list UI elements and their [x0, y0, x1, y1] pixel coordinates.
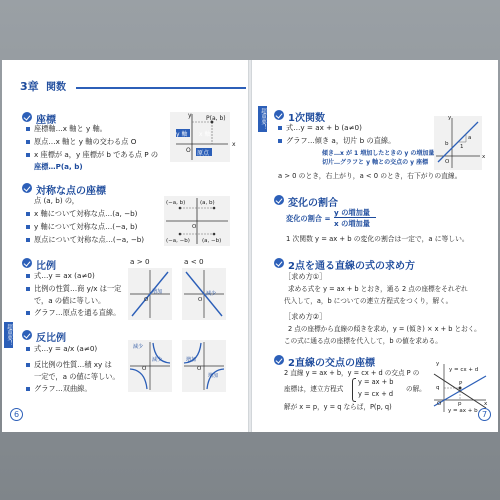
system-eq2: y = cx + d: [358, 390, 394, 398]
fig-label: b: [445, 141, 449, 147]
right-page: [252, 60, 498, 432]
proportion-line4: グラフ…原点を通る直線。: [34, 308, 121, 317]
fig-label: 原点: [197, 150, 210, 157]
rate-line1: 1 次関数 y = ax + b の変化の割合は一定で，a に等しい。: [286, 235, 469, 243]
method1-line2: 代入して，a，b についての連立方程式をつくり，解く。: [284, 297, 453, 305]
inverse-line3: 一定で，a の値に等しい。: [34, 372, 120, 381]
fig-label: O: [445, 159, 450, 165]
bullet: [26, 225, 30, 229]
proportion-positive-graph: [128, 268, 172, 320]
section-heading-intersection: 2直線の交点の座標: [288, 358, 375, 369]
bullet: [26, 127, 30, 131]
intersection-line2-tail: の解。: [406, 385, 426, 393]
linear-line3: a > 0 のとき，右上がり，a < 0 のとき，右下がりの直線。: [278, 172, 462, 180]
symmetric-line1: 点 (a, b) の，: [34, 196, 79, 205]
rate-denominator: x の増加量: [334, 219, 370, 228]
fig-label: P: [459, 381, 463, 387]
fig-label: 減少: [206, 291, 217, 297]
bullet: [26, 140, 30, 144]
bullet: [278, 126, 282, 130]
page-number: 7: [478, 408, 491, 421]
fig-label: (−a, b): [166, 200, 186, 206]
important-side-tag: 超重要！: [260, 108, 266, 130]
fig-label: O: [144, 297, 149, 303]
bullet: [26, 347, 30, 351]
proportion-line2: 比例の性質…商 y/x は一定: [34, 284, 122, 293]
fig-label: O: [437, 401, 442, 407]
fig-label: 増加: [208, 373, 219, 379]
coord-line2: 原点…x 軸と y 軸の交わる点 O: [34, 137, 137, 146]
linear-line2: グラフ…傾き a，切片 b の直線。: [286, 136, 396, 145]
section-heading-coord: 座標: [36, 115, 56, 126]
linear-graph: [434, 116, 482, 170]
fig-label: q: [436, 385, 440, 391]
fig-label: O: [197, 366, 202, 372]
check-icon: [274, 195, 284, 205]
inverse-line4: グラフ…双曲線。: [34, 384, 92, 393]
coord-line3: x 座標が a，y 座標が b である点 P の: [34, 150, 159, 159]
method2-label: ［求め方②］: [284, 312, 327, 321]
fig-label: y: [448, 115, 452, 121]
page-number: 6: [10, 408, 23, 421]
fraction-bar: [334, 217, 376, 218]
fig-label: x: [484, 401, 488, 407]
chapter-number: 3章: [20, 80, 39, 93]
fig-label: x 軸: [199, 131, 211, 138]
symmetric-line4: 原点について対称な点…(−a, −b): [34, 235, 145, 244]
header-rule: [76, 87, 246, 89]
bullet: [26, 311, 30, 315]
fig-label: 増加: [186, 357, 197, 363]
chapter-header: [20, 78, 230, 92]
important-side-tag: 超重要！: [6, 324, 12, 346]
section-heading-proportion: 比例: [36, 261, 56, 272]
bullet: [26, 238, 30, 242]
fig-label: y 軸: [176, 131, 188, 138]
check-icon: [22, 183, 32, 193]
bullet: [26, 363, 30, 367]
section-heading-linear: 1次関数: [288, 113, 325, 124]
left-page: [2, 60, 248, 432]
symmetric-line2: x 軸について対称な点…(a, −b): [34, 209, 138, 218]
bullet: [26, 387, 30, 391]
fig-label: y: [436, 361, 440, 367]
fig-label: y = ax + b: [448, 408, 478, 414]
check-icon: [274, 258, 284, 268]
inverse-line1: 式…y = a/x (a≠0): [34, 344, 98, 353]
system-eq1: y = ax + b: [358, 378, 394, 386]
method2-line2: この式に通る点の座標を代入して，b の値を求める。: [284, 337, 442, 345]
section-heading-inverse: 反比例: [36, 333, 66, 344]
fig-label: (a, b): [200, 200, 215, 206]
linear-note1: 傾き…x が 1 増加したときの y の増加量: [322, 150, 435, 157]
fig-label: O: [192, 224, 197, 230]
fig-label: x: [482, 154, 486, 160]
fig-label: 減少: [152, 357, 163, 363]
section-heading-symmetric: 対称な点の座標: [36, 186, 106, 197]
inverse-negative-graph: [182, 340, 226, 392]
fig-label: O: [198, 297, 203, 303]
fig-label: 1: [460, 144, 464, 150]
chapter-title: 関数: [46, 82, 66, 93]
method1-line1: 求める式を y = ax + b とおき，通る 2 点の座標をそれぞれ: [288, 285, 468, 293]
check-icon: [274, 355, 284, 365]
proportion-line3: で，a の値に等しい。: [34, 296, 106, 305]
symmetric-line3: y 軸について対称な点…(−a, b): [34, 222, 138, 231]
check-icon: [22, 112, 32, 122]
intersection-line2: 座標は，連立方程式: [284, 385, 344, 393]
section-heading-rate: 変化の割合: [288, 198, 338, 209]
fig-label: (−a, −b): [166, 238, 190, 244]
inverse-line2: 反比例の性質…積 xy は: [34, 360, 112, 369]
system-brace: [352, 378, 356, 402]
bullet: [278, 139, 282, 143]
intersection-line3: 解が x = p，y = q ならば，P(p, q): [284, 403, 392, 411]
bullet: [26, 212, 30, 216]
fig-label: 減少: [133, 344, 144, 350]
fig-label: O: [186, 147, 191, 154]
check-icon: [22, 330, 32, 340]
linear-note2: 切片…グラフと y 軸との交点の y 座標: [322, 159, 429, 166]
intersection-line1: 2 直線 y = ax + b，y = cx + d の交点 P の: [284, 369, 420, 377]
fig-label: x: [232, 141, 236, 148]
fig-label: p: [458, 401, 462, 407]
bullet: [26, 153, 30, 157]
fig-label: y: [188, 112, 192, 119]
fig-label: (a, −b): [202, 238, 222, 244]
a-negative-label: a < 0: [184, 257, 204, 266]
coord-line4: 座標…P(a, b): [34, 162, 83, 171]
check-icon: [22, 258, 32, 268]
a-positive-label: a > 0: [130, 257, 150, 266]
method1-label: ［求め方①］: [284, 272, 327, 281]
fig-label: 増加: [152, 289, 163, 295]
fig-label: O: [142, 366, 147, 372]
linear-line1: 式…y = ax + b (a≠0): [286, 123, 362, 132]
coord-line1: 座標軸…x 軸と y 軸。: [34, 124, 107, 133]
check-icon: [274, 110, 284, 120]
fig-label: y = cx + d: [449, 367, 479, 373]
fig-label: P(a, b): [206, 115, 226, 122]
proportion-negative-graph: [182, 268, 226, 320]
bullet: [26, 274, 30, 278]
method2-line1: 2 点の座標から直線の傾きを求め，y = (傾き) × x + b とおく。: [288, 325, 481, 333]
bullet: [26, 287, 30, 291]
fig-label: a: [468, 135, 472, 141]
section-heading-two-points: 2点を通る直線の式の求め方: [288, 261, 415, 272]
proportion-line1: 式…y = ax (a≠0): [34, 271, 95, 280]
rate-formula-prefix: 変化の割合 =: [286, 214, 331, 223]
rate-numerator: y の増加量: [334, 208, 370, 217]
